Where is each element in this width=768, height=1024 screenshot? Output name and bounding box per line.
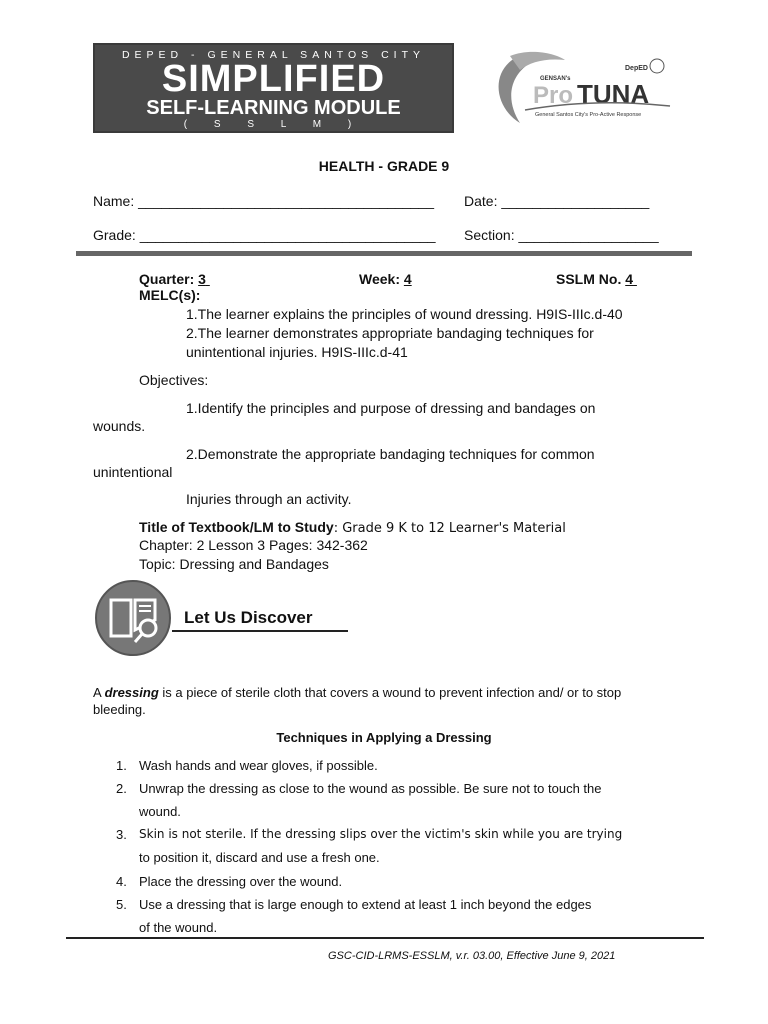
textbook-line: Title of Textbook/LM to Study: Grade 9 K to 12 Learner's Material — [139, 519, 566, 536]
grade-field[interactable]: Grade: ______________________________________ — [93, 227, 436, 243]
chapter-line: Chapter: 2 Lesson 3 Pages: 342-362 — [139, 537, 368, 553]
banner-line1: DEPED - GENERAL SANTOS CITY — [121, 49, 426, 61]
step-text: Wash hands and wear gloves, if possible. — [139, 758, 378, 773]
name-field[interactable]: Name: ______________________________________ — [93, 193, 434, 209]
melc-item: 1.The learner explains the principles of wound dressing. H9IS-IIIc.d-40 — [186, 306, 623, 322]
footer-code: GSC-CID-LRMS-ESSLM, v.r. 03.00, Effective June 9, 2021 — [328, 950, 616, 962]
quarter: Quarter: 3 — [139, 271, 206, 287]
section-field[interactable]: Section: __________________ — [464, 227, 659, 243]
melc-item: unintentional injuries. H9IS-IIIc.d-41 — [186, 344, 408, 360]
banner-line3: SELF-LEARNING MODULE — [146, 97, 401, 119]
topic-line: Topic: Dressing and Bandages — [139, 556, 329, 572]
techniques-title: Techniques in Applying a Dressing — [276, 730, 492, 745]
divider — [76, 251, 692, 256]
svg-text:General Santos City's Pro-Acti: General Santos City's Pro-Active Response — [535, 112, 642, 118]
discover-book-magnifier-icon — [93, 580, 177, 658]
svg-text:Pro: Pro — [533, 82, 574, 109]
week: Week: 4 — [359, 271, 412, 287]
step-text: to position it, discard and use a fresh one. — [139, 850, 380, 865]
step-text: Unwrap the dressing as close to the wound as possible. Be sure not to touch the — [139, 781, 602, 796]
objectives-label: Objectives: — [139, 372, 209, 388]
heading-underline — [172, 630, 348, 632]
footer-rule — [66, 937, 704, 939]
step-number: 2. — [116, 781, 127, 796]
melc-label: MELC(s): — [139, 287, 201, 303]
date-field[interactable]: Date: ___________________ — [464, 193, 650, 209]
section-heading-let-us-discover: Let Us Discover — [184, 608, 313, 627]
subject-title: HEALTH - GRADE 9 — [318, 158, 450, 174]
dressing-definition: A dressing is a piece of sterile cloth that covers a wound to prevent infection and/ or to stop — [93, 685, 622, 700]
objective-item: wounds. — [93, 418, 146, 434]
melc-item: 2.The learner demonstrates appropriate bandaging techniques for — [186, 325, 594, 341]
step-text: wound. — [139, 804, 181, 819]
banner-line2: SIMPLIFIED — [161, 58, 386, 100]
svg-text:TUNA: TUNA — [577, 79, 650, 109]
svg-text:GENSAN's: GENSAN's — [540, 76, 571, 82]
objective-item: Injuries through an activity. — [186, 491, 352, 507]
objective-item: unintentional — [93, 464, 173, 480]
banner-line4: ( S S L M ) — [183, 119, 364, 130]
svg-text:DepED: DepED — [625, 65, 648, 72]
step-text: of the wound. — [139, 920, 218, 935]
protuna-logo — [485, 48, 675, 128]
objective-item: 2.Demonstrate the appropriate bandaging techniques for common — [186, 446, 595, 462]
dressing-definition-cont: bleeding. — [93, 702, 146, 717]
step-text: Skin is not sterile. If the dressing slips over the victim's skin while you are trying — [139, 827, 623, 841]
step-number: 3. — [116, 827, 127, 842]
sslm-banner — [93, 43, 454, 133]
step-number: 4. — [116, 874, 127, 889]
objective-item: 1.Identify the principles and purpose of dressing and bandages on — [186, 400, 596, 416]
step-text: Use a dressing that is large enough to extend at least 1 inch beyond the edges — [139, 897, 592, 912]
step-number: 5. — [116, 897, 127, 912]
step-number: 1. — [116, 758, 127, 773]
step-text: Place the dressing over the wound. — [139, 874, 343, 889]
sslm-number: SSLM No. 4 — [556, 271, 634, 287]
